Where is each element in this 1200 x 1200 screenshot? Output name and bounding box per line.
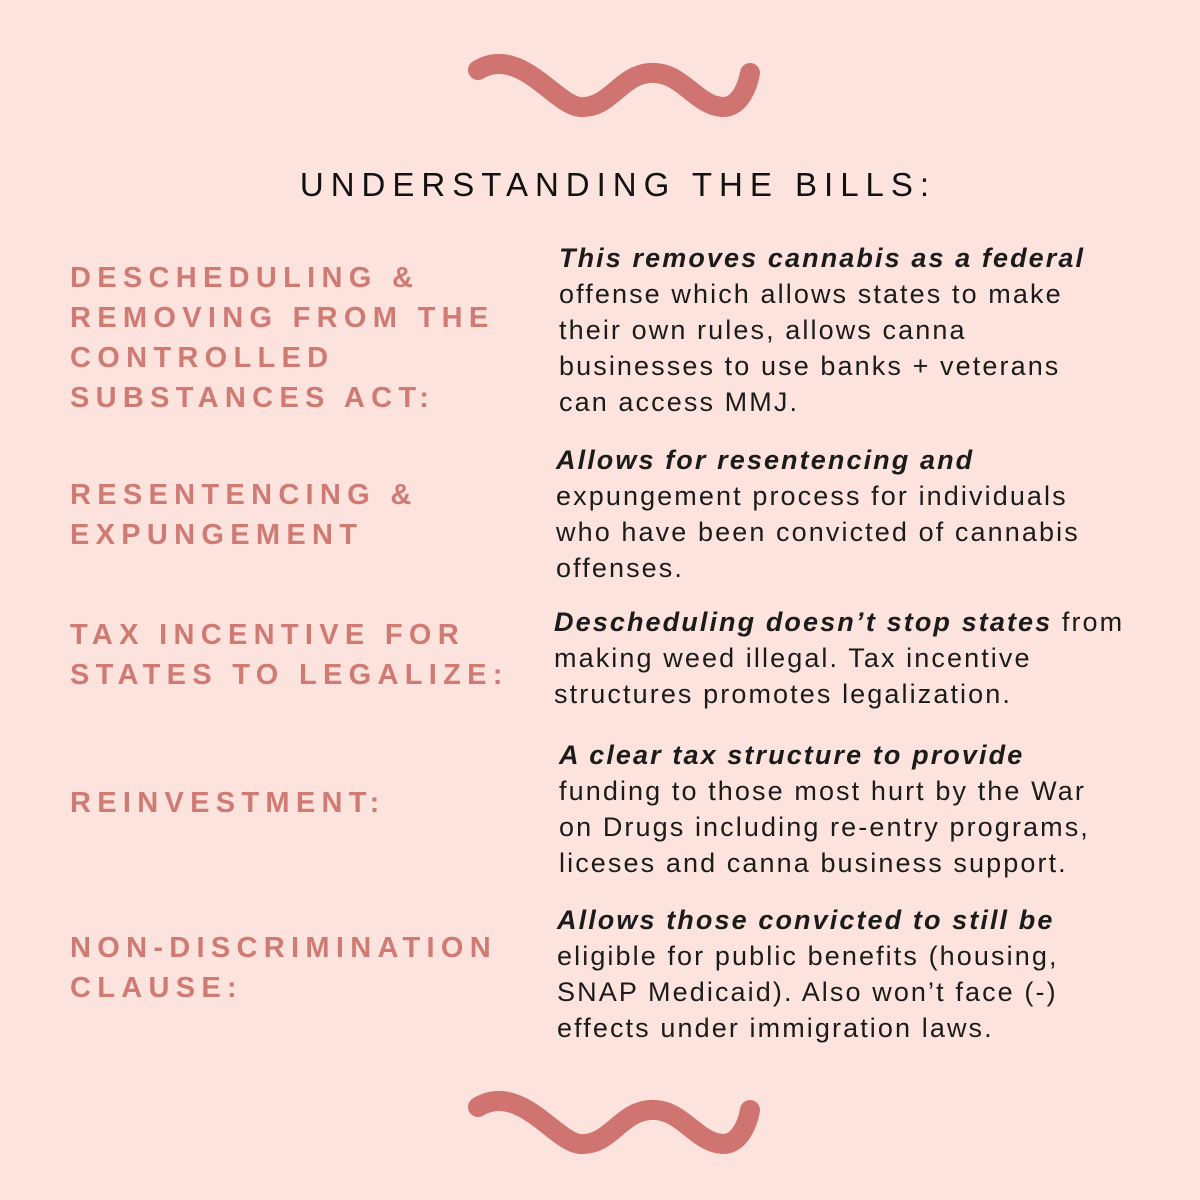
description-emphasis: A clear tax structure to provide xyxy=(559,740,1025,770)
description-non-discrimination xyxy=(557,902,1187,1046)
description-line: on Drugs including re-entry programs, xyxy=(559,812,1090,842)
description-line: can access MMJ. xyxy=(559,387,800,417)
description-line: businesses to use banks + veterans xyxy=(559,351,1061,381)
bottom-squiggle-decoration xyxy=(460,1082,760,1172)
description-line: who have been convicted of cannabis xyxy=(556,517,1080,547)
description-reinvestment xyxy=(559,737,1189,881)
description-line: expungement process for individuals xyxy=(556,481,1068,511)
description-line: making weed illegal. Tax incentive xyxy=(554,643,1032,673)
description-emphasis: Descheduling doesn’t stop states xyxy=(554,607,1053,637)
description-line: their own rules, allows canna xyxy=(559,315,967,345)
description-emphasis: Allows for resentencing and xyxy=(556,445,975,475)
description-line: funding to those most hurt by the War xyxy=(559,776,1086,806)
description-line: eligible for public benefits (housing, xyxy=(557,941,1059,971)
description-line: effects under immigration laws. xyxy=(557,1013,994,1043)
description-emphasis: Allows those convicted to still be xyxy=(557,905,1055,935)
description-line: offenses. xyxy=(556,553,684,583)
term-non-discrimination: NON-DISCRIMINATION CLAUSE: xyxy=(70,932,498,1004)
description-line: offense which allows states to make xyxy=(559,279,1063,309)
description-tax-incentive xyxy=(554,604,1184,712)
term-tax-incentive: TAX INCENTIVE FOR STATES TO LEGALIZE: xyxy=(70,619,509,691)
description-resentencing xyxy=(556,442,1186,586)
page-title: UNDERSTANDING THE BILLS: xyxy=(299,166,937,203)
description-descheduling xyxy=(559,240,1189,420)
description-emphasis: This removes cannabis as a federal xyxy=(559,243,1086,273)
term-resentencing: RESENTENCING & EXPUNGEMENT xyxy=(70,479,418,551)
top-squiggle-decoration xyxy=(460,45,760,135)
description-line: liceses and canna business support. xyxy=(559,848,1068,878)
description-text: from xyxy=(1052,607,1125,637)
term-reinvestment: REINVESTMENT: xyxy=(70,787,386,819)
term-descheduling: DESCHEDULING & REMOVING FROM THE CONTROLLED SUBSTANCES ACT: xyxy=(70,262,495,414)
description-line: SNAP Medicaid). Also won’t face (-) xyxy=(557,977,1058,1007)
description-line: structures promotes legalization. xyxy=(554,679,1012,709)
